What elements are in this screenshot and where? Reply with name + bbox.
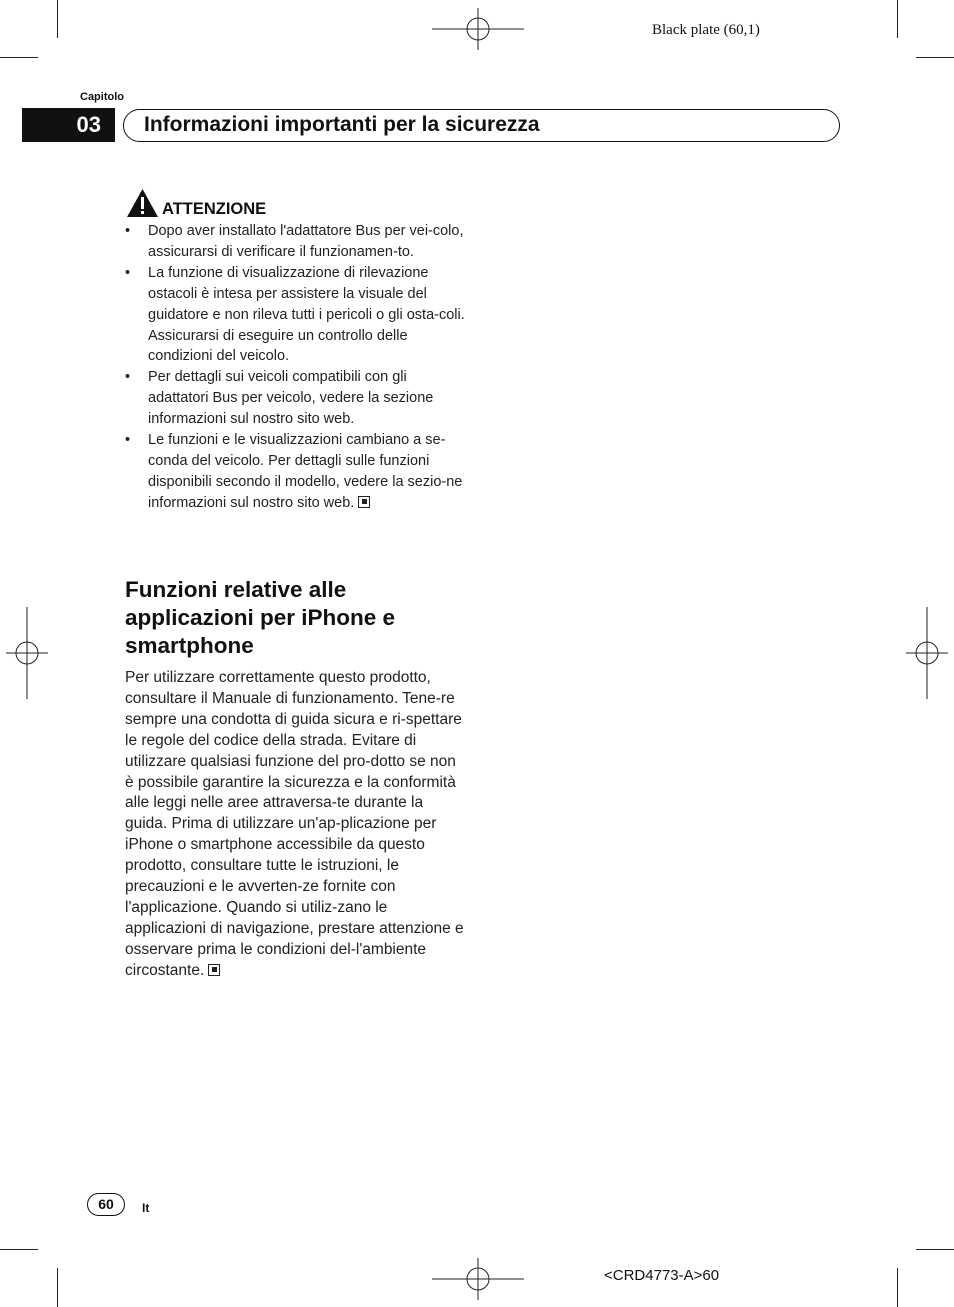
section-body-text: Per utilizzare correttamente questo prodotto, consultare il Manuale di funzionamento. Tene-re sempre una condotta di guida sicura e ri-spettare le regole del codice della strada. Evitare di utilizzare qualsiasi funzione del pro-dotto se non è possibile garantire la sicurezza e la conformità alle leggi nelle aree attraversa-te durante la guida. Prima di utilizzare un'ap-plicazione per iPhone o smartphone accessibile da questo prodotto, consultare tutte le istruzioni, le precauzioni e le avverten-ze fornite con l'applicazione. Quando si utiliz-zano le applicazioni di navigazione, prestare attenzione e osservare prima le condizioni del-l'ambiente circostante. [125,669,464,979]
list-item-text: Le funzioni e le visualizzazioni cambiano a se-conda del veicolo. Per dettagli sulle funzioni disponibili secondo il modello, vedere la sezio-ne informazioni sul nostro sito web. [148,432,463,511]
end-mark-icon [358,496,370,508]
caution-list [125,221,470,514]
registration-mark-top [432,8,524,50]
caution-title: ATTENZIONE [162,200,267,218]
section-title: Funzioni relative alle applicazioni per iPhone e smartphone [125,577,396,658]
chapter-title: Informazioni importanti per la sicurezza [123,109,840,142]
list-item: • Le funzioni e le visualizzazioni cambiano a se-conda del veicolo. Per dettagli sulle funzioni disponibili secondo il modello, vedere la sezio-ne informazioni sul nostro sito web. [125,432,463,511]
registration-mark-bottom [432,1258,524,1300]
document-code: <CRD4773-A>60 [604,1267,720,1284]
list-item-text: La funzione di visualizzazione di rilevazione ostacoli è intesa per assistere la visuale del guidatore e non rileva tutti i pericoli o gli osta-coli. Assicurarsi di eseguire un controllo delle condizioni del veicolo. [148,264,465,365]
chapter-number: 03 [22,108,115,142]
list-item-text: Dopo aver installato l'adattatore Bus per vei-colo, assicurarsi di verificare il funzionamen-to. [148,223,464,260]
registration-mark-right [906,607,948,699]
list-item: • La funzione di visualizzazione di rilevazione ostacoli è intesa per assistere la visuale del guidatore e non rileva tutti i pericoli o gli osta-coli. Assicurarsi di eseguire un controllo delle condizioni del veicolo. [125,264,465,365]
chapter-label: Capitolo [80,91,124,103]
list-item-text: Per dettagli sui veicoli compatibili con gli adattatori Bus per veicolo, vedere la sezione informazioni sul nostro sito web. [148,369,434,428]
list-item: • Per dettagli sui veicoli compatibili con gli adattatori Bus per veicolo, vedere la sezione informazioni sul nostro sito web. [125,369,434,428]
language-code: It [142,1201,150,1215]
end-mark-icon [208,964,220,976]
section-body [125,668,465,982]
black-plate-label: Black plate (60,1) [652,22,760,38]
warning-triangle-icon [126,188,159,218]
page-number: 60 [87,1193,125,1216]
registration-mark-left [6,607,48,699]
list-item: • Dopo aver installato l'adattatore Bus per vei-colo, assicurarsi di verificare il funzionamen-to. [125,223,464,260]
